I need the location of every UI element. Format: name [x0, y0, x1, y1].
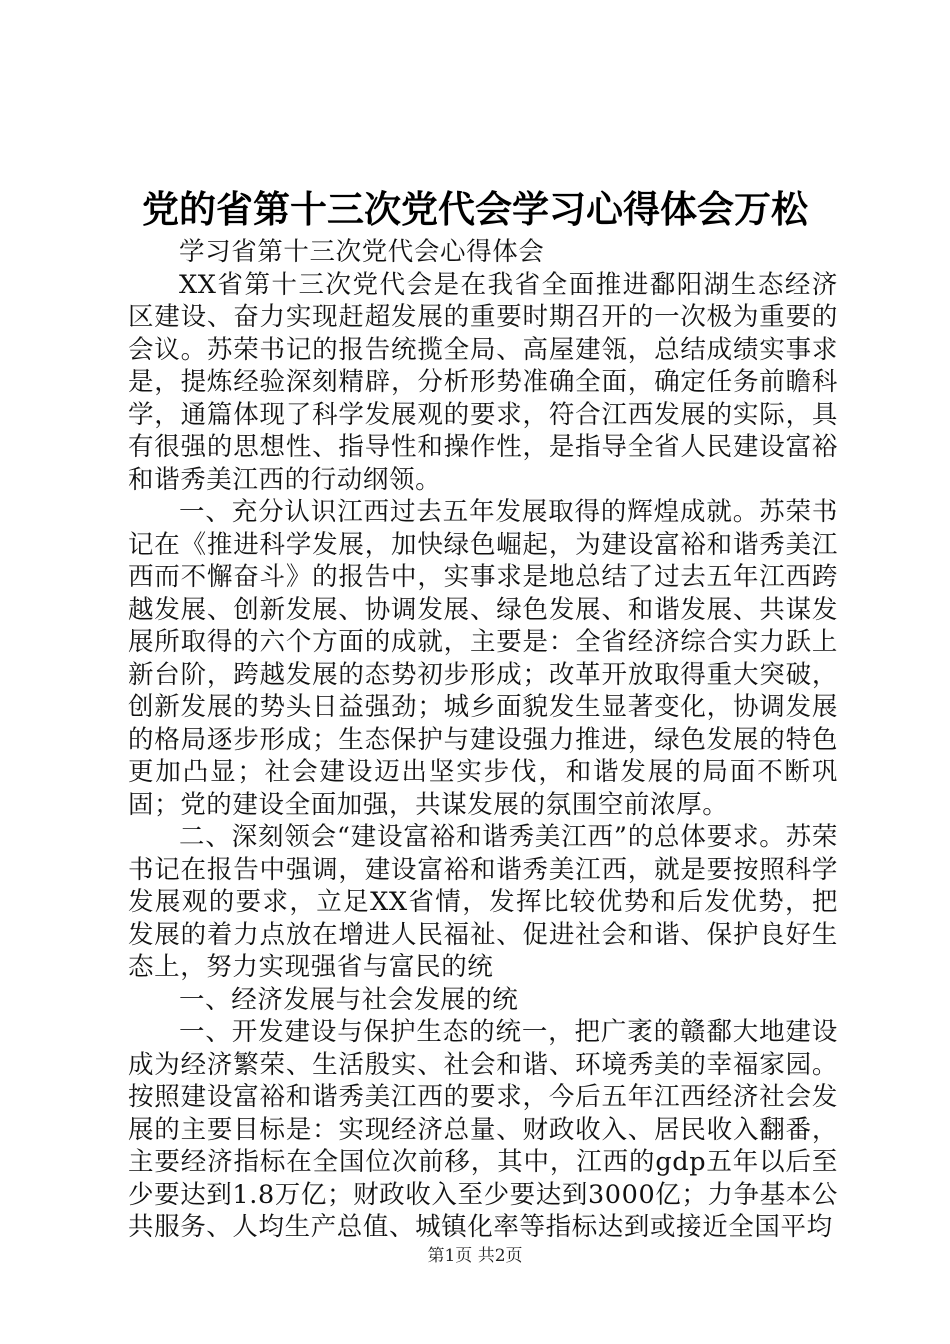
section-one-paragraph: 一、充分认识江西过去五年发展取得的辉煌成就。苏荣书记在《推进科学发展，加快绿色崛起，为建设富裕和谐秀美江西而不懈奋斗》的报告中，实事求是地总结了过去五年江西跨越发展、创新发展、协调发展、绿色发展、和谐发展、共谋发展所取得的六个方面的成就，主要是：全省经济综合实力跃上新台阶，跨越发展的态势初步形成；改革开放取得重大突破，创新发展的势头日益强劲；城乡面貌发生显著变化，协调发展的格局逐步形成；生态保护与建设强力推进，绿色发展的特色更加凸显；社会建设迈出坚实步伐，和谐发展的局面不断巩固；党的建设全面加强，共谋发展的氛围空前浓厚。 [128, 497, 838, 820]
intro-paragraph: XX省第十三次党代会是在我省全面推进鄱阳湖生态经济区建设、奋力实现赶超发展的重要时期召开的一次极为重要的会议。苏荣书记的报告统揽全局、高屋建瓴，总结成绩实事求是，提炼经验深刻精辟，分析形势准确全面，确定任务前瞻科学，通篇体现了科学发展观的要求，符合江西发展的实际，具有很强的思想性、指导性和操作性，是指导全省人民建设富裕和谐秀美江西的行动纲领。 [128, 269, 838, 495]
development-ecology-paragraph: 一、开发建设与保护生态的统一，把广袤的赣鄱大地建设成为经济繁荣、生活殷实、社会和谐、环境秀美的幸福家园。按照建设富裕和谐秀美江西的要求，今后五年江西经济社会发展的主要目标是：实现经济总量、财政收入、居民收入翻番，主要经济指标在全国位次前移，其中，江西的gdp五年以后至少要达到1.8万亿；财政收入至少要达到3000亿；力争基本公共服务、人均生产总值、城镇化率等指标达到或接近全国平均 [128, 1017, 838, 1242]
subtitle-paragraph: 学习省第十三次党代会心得体会 [179, 237, 545, 267]
document-title: 党的省第十三次党代会学习心得体会万松 [142, 187, 808, 231]
economic-social-heading: 一、经济发展与社会发展的统 [179, 984, 519, 1015]
section-two-paragraph: 二、深刻领会“建设富裕和谐秀美江西”的总体要求。苏荣书记在报告中强调，建设富裕和谐秀美江西，就是要按照科学发展观的要求，立足XX省情，发挥比较优势和后发优势，把发展的着力点放在增进人民福祉、促进社会和谐、保护良好生态上，努力实现强省与富民的统 [128, 822, 838, 982]
document-body [128, 236, 838, 1244]
page-footer: 第1页 共2页 [427, 1246, 523, 1266]
